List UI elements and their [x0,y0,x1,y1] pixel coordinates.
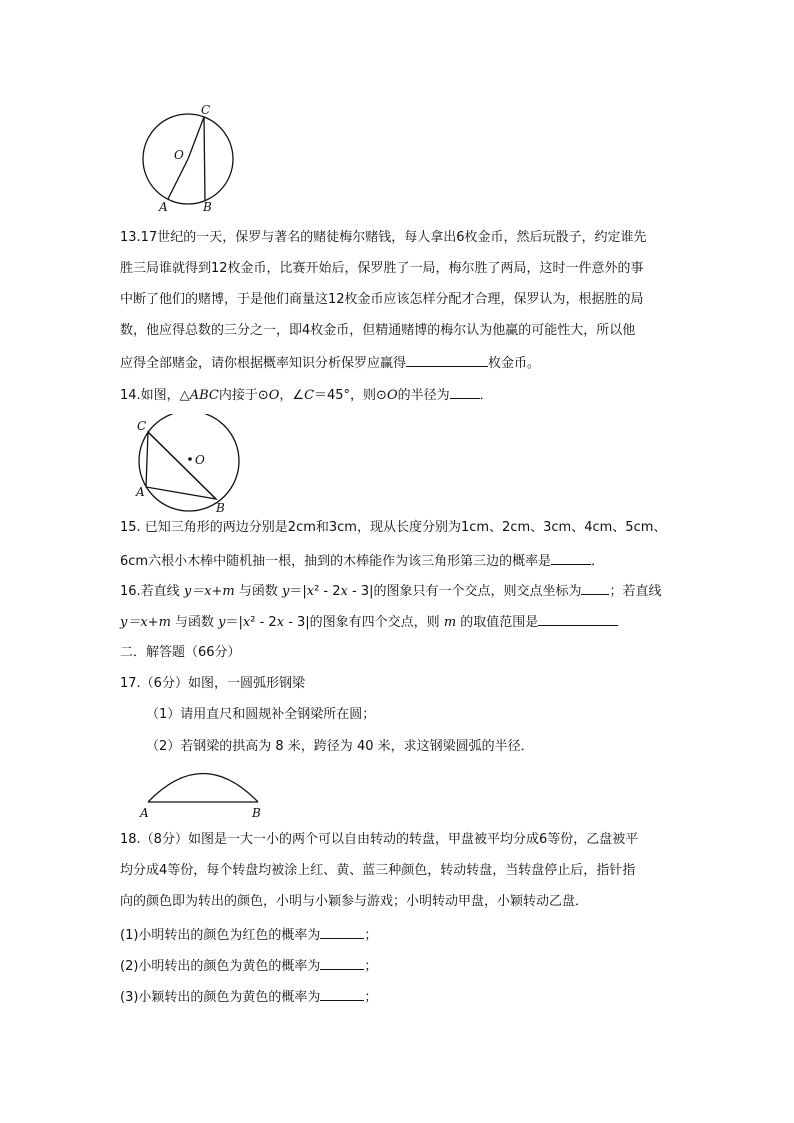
label-a-q14: A [136,485,145,499]
q16-answer-blank-1[interactable] [581,580,609,595]
q14-text-d: ＝45°，则⊙ [314,388,387,403]
q16-l2i: m [443,615,457,630]
q18-sub-3-semicolon: ； [364,990,378,1005]
q13-line-4: 数，他应得总数的三分之一，即4枚金币，但精通赌博的梅尔认为他赢的可能性大，所以他 [120,323,636,338]
q14-o1: O [268,388,280,403]
center-dot-o-q14 [188,457,192,461]
q13-line-1: 13.17世纪的一天，保罗与著名的赌徒梅尔赌钱，每人拿出6枚金币，然后玩骰子，约定谁先 [120,230,647,245]
q13-line-3: 中断了他们的赌博，于是他们商量这12枚金币应该怎样分配才合理，保罗认为，根据胜的局 [120,292,644,307]
q18-sub-2-semicolon: ； [364,959,378,974]
q18-answer-blank-2[interactable] [320,955,364,970]
section-2-heading: 二．解答题（66分） [120,645,241,660]
q18-sub-2-text: (2)小明转出的颜色为黄色的概率为 [120,959,321,974]
steel-arc [148,774,258,803]
q16-l1f: x [306,584,315,599]
q17-part-2: （2）若钢梁的拱高为 8 米，跨径为 40 米，求这钢梁圆弧的半径． [146,739,534,754]
q14-text-b: 内接于⊙ [218,388,269,403]
q16-l2g: x [276,615,285,630]
q18-sub-3-text: (3)小颖转出的颜色为黄色的概率为 [120,990,321,1005]
q13-answer-blank[interactable] [406,352,488,367]
q15-line-2-text: 6cm六根小木棒中随机抽一根，抽到的木棒能作为该三角形第三边的概率是 [120,554,552,569]
q15-line-2 [120,550,680,572]
q18-sub-3 [120,986,680,1008]
label-o-q13: O [174,148,184,162]
q18-sub-2 [120,955,680,977]
q16-l1i: - 3|的图象只有一个交点，则交点坐标为 [347,584,582,599]
q18-line-2: 均分成4等份，每个转盘均被涂上红、黄、蓝三种颜色，转动转盘，当转盘停止后，指针指 [120,863,636,878]
label-b-q14: B [216,501,225,515]
q13-line-5-text: 应得全部赌金，请你根据概率知识分析保罗应赢得 [120,356,407,371]
q18-line-3: 向的颜色即为转出的颜色，小明与小颖参与游戏；小明转动甲盘，小颖转动乙盘． [120,894,589,909]
q14-o2: O [386,388,398,403]
segment-co-q13 [188,117,204,159]
q16-l2a: y＝x+m [120,615,171,630]
q16-line-1 [120,580,680,602]
label-c-q14: C [137,419,147,433]
figure-circle-q14 [132,414,247,517]
q18-sub-1 [120,924,680,946]
q18-answer-blank-1[interactable] [320,924,364,939]
q18-sub-1-text: (1)小明转出的颜色为红色的概率为 [120,928,321,943]
q14-answer-blank[interactable] [450,384,480,399]
q15-answer-blank[interactable] [551,550,591,565]
q14-text-c: ，∠ [279,388,305,403]
label-a-q17: A [140,806,149,820]
q16-l2f: ² - 2 [250,615,277,630]
q13-line-5 [120,352,680,374]
q16-l1e: ＝| [289,584,307,599]
q16-l2d: ＝| [225,615,243,630]
q17-part-1: （1）请用直尺和圆规补全钢梁所在圆； [146,707,376,722]
q14-text-a: 14.如图，△ [120,388,190,403]
q16-l1a: 16.若直线 [120,584,184,599]
q16-l1c: 与函数 [234,584,282,599]
q15-line-1: 15. 已知三角形的两边分别是2cm和3cm，现从长度分别为1cm、2cm、3cm、4cm、5cm、 [120,520,667,535]
q14-c-var: C [304,388,315,403]
q16-l1h: x [340,584,348,599]
q17-heading: 17.（6分）如图，一圆弧形钢梁 [120,676,305,691]
q16-l1g: ² - 2 [314,584,341,599]
q14-text-e: 的半径为 [397,388,450,403]
q18-answer-blank-3[interactable] [320,986,364,1001]
q16-l2j: 的取值范围是 [456,615,539,630]
q16-l2h: - 3|的图象有四个交点，则 [284,615,444,630]
q16-answer-blank-2[interactable] [538,611,618,626]
q16-l1d: y [281,584,290,599]
q16-line-2 [120,611,680,633]
q14-abc: ABC [189,388,219,403]
chord-cb-q13 [204,117,205,200]
q13-line-2: 胜三局谁就得到12枚金币，比赛开始后，保罗胜了一局，梅尔胜了两局，这时一件意外的事 [120,261,644,276]
q15-line-2-suffix: ． [591,554,605,569]
q16-l1b: y＝x+m [183,584,235,599]
q16-l2b: 与函数 [170,615,219,630]
label-c-q13: C [201,103,211,117]
figure-circle-q13 [135,100,245,215]
label-b-q13: B [203,200,212,214]
q16-l2e: x [242,615,251,630]
q18-line-1: 18.（8分）如图是一大一小的两个可以自由转动的转盘，甲盘被平均分成6等份，乙盘被平 [120,832,639,847]
q13-line-5-suffix: 枚金币。 [488,356,541,371]
q16-l1j: ；若直线 [609,584,662,599]
q14-line [120,384,680,406]
q14-text-f: ． [479,388,493,403]
label-o-q14: O [195,453,205,467]
circle-o-q14 [139,414,239,511]
label-a-q13: A [159,200,168,214]
segment-oa-q13 [168,159,188,199]
figure-arc-q17 [135,762,270,822]
q18-sub-1-semicolon: ； [364,928,378,943]
label-b-q17: B [252,806,261,820]
q16-l2c: y [218,615,226,630]
